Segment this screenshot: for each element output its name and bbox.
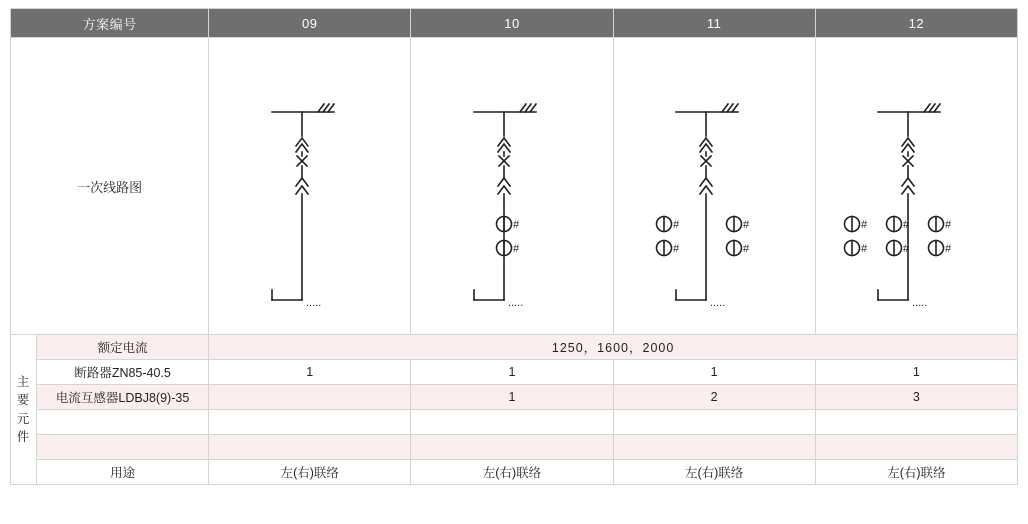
ct-qty-10: 1 [411,385,613,410]
components-label-char-3: 件 [16,429,31,444]
components-label-char-0: 主 [16,375,31,390]
scheme-table [10,8,1018,485]
svg-text:#: # [861,243,868,255]
header-col-12: 12 [815,9,1017,38]
svg-text:#: # [945,243,952,255]
components-vertical-label [11,335,37,485]
ct-qty-09 [209,385,411,410]
row-name-rated-current: 额定电流 [37,335,209,360]
blank1-10 [411,410,613,435]
blank2-09 [209,435,411,460]
cable-dots-12: ..... [912,297,928,309]
breaker-qty-12: 1 [815,360,1017,385]
components-label-char-1: 要 [16,393,31,408]
ct-qty-12: 3 [815,385,1017,410]
row-name-breaker: 断路器ZN85-40.5 [37,360,209,385]
blank2-11 [613,435,815,460]
primary-circuit-cell-11 [613,38,815,335]
table-header-row [11,9,1018,38]
svg-text:#: # [903,219,910,231]
blank2-12 [815,435,1017,460]
svg-text:#: # [512,243,520,255]
usage-10: 左(右)联络 [411,460,613,485]
ct-qty-11: 2 [613,385,815,410]
rated-current-value: 1250，1600，2000 [209,335,1018,360]
row-name-blank-1 [37,410,209,435]
single-line-diagram-12 [816,38,1016,334]
svg-text:#: # [945,219,952,231]
blank1-12 [815,410,1017,435]
svg-text:#: # [903,243,910,255]
breaker-qty-10: 1 [411,360,613,385]
single-line-diagram-10 [412,38,612,334]
single-line-diagram-11 [614,38,814,334]
primary-circuit-cell-09 [209,38,411,335]
header-col-09: 09 [209,9,411,38]
row-name-current-transformer: 电流互感器LDBJ8(9)-35 [37,385,209,410]
usage-11: 左(右)联络 [613,460,815,485]
header-col-11: 11 [613,9,815,38]
svg-text:#: # [743,243,750,255]
components-label-char-2: 元 [16,411,31,426]
svg-text:#: # [512,219,520,231]
scheme-sheet [0,8,1028,524]
primary-circuit-label: 一次线路图 [11,38,209,335]
usage-09: 左(右)联络 [209,460,411,485]
primary-circuit-cell-12 [815,38,1017,335]
primary-circuit-row [11,38,1018,335]
svg-text:#: # [743,219,750,231]
row-name-blank-2 [37,435,209,460]
breaker-qty-09: 1 [209,360,411,385]
blank2-10 [411,435,613,460]
row-usage [11,460,1018,485]
blank1-09 [209,410,411,435]
row-name-usage: 用途 [37,460,209,485]
row-blank-2 [11,435,1018,460]
svg-text:#: # [673,243,680,255]
cable-dots-11: ..... [710,297,726,309]
svg-text:#: # [673,219,680,231]
row-blank-1 [11,410,1018,435]
svg-text:#: # [861,219,868,231]
single-line-diagram-09 [210,38,410,334]
breaker-qty-11: 1 [613,360,815,385]
row-current-transformer [11,385,1018,410]
primary-circuit-cell-10 [411,38,613,335]
blank1-11 [613,410,815,435]
header-scheme-label: 方案编号 [11,9,209,38]
header-col-10: 10 [411,9,613,38]
cable-dots-10: ..... [507,297,524,309]
usage-12: 左(右)联络 [815,460,1017,485]
cable-dots-09: ..... [305,297,322,309]
row-breaker [11,360,1018,385]
row-rated-current [11,335,1018,360]
